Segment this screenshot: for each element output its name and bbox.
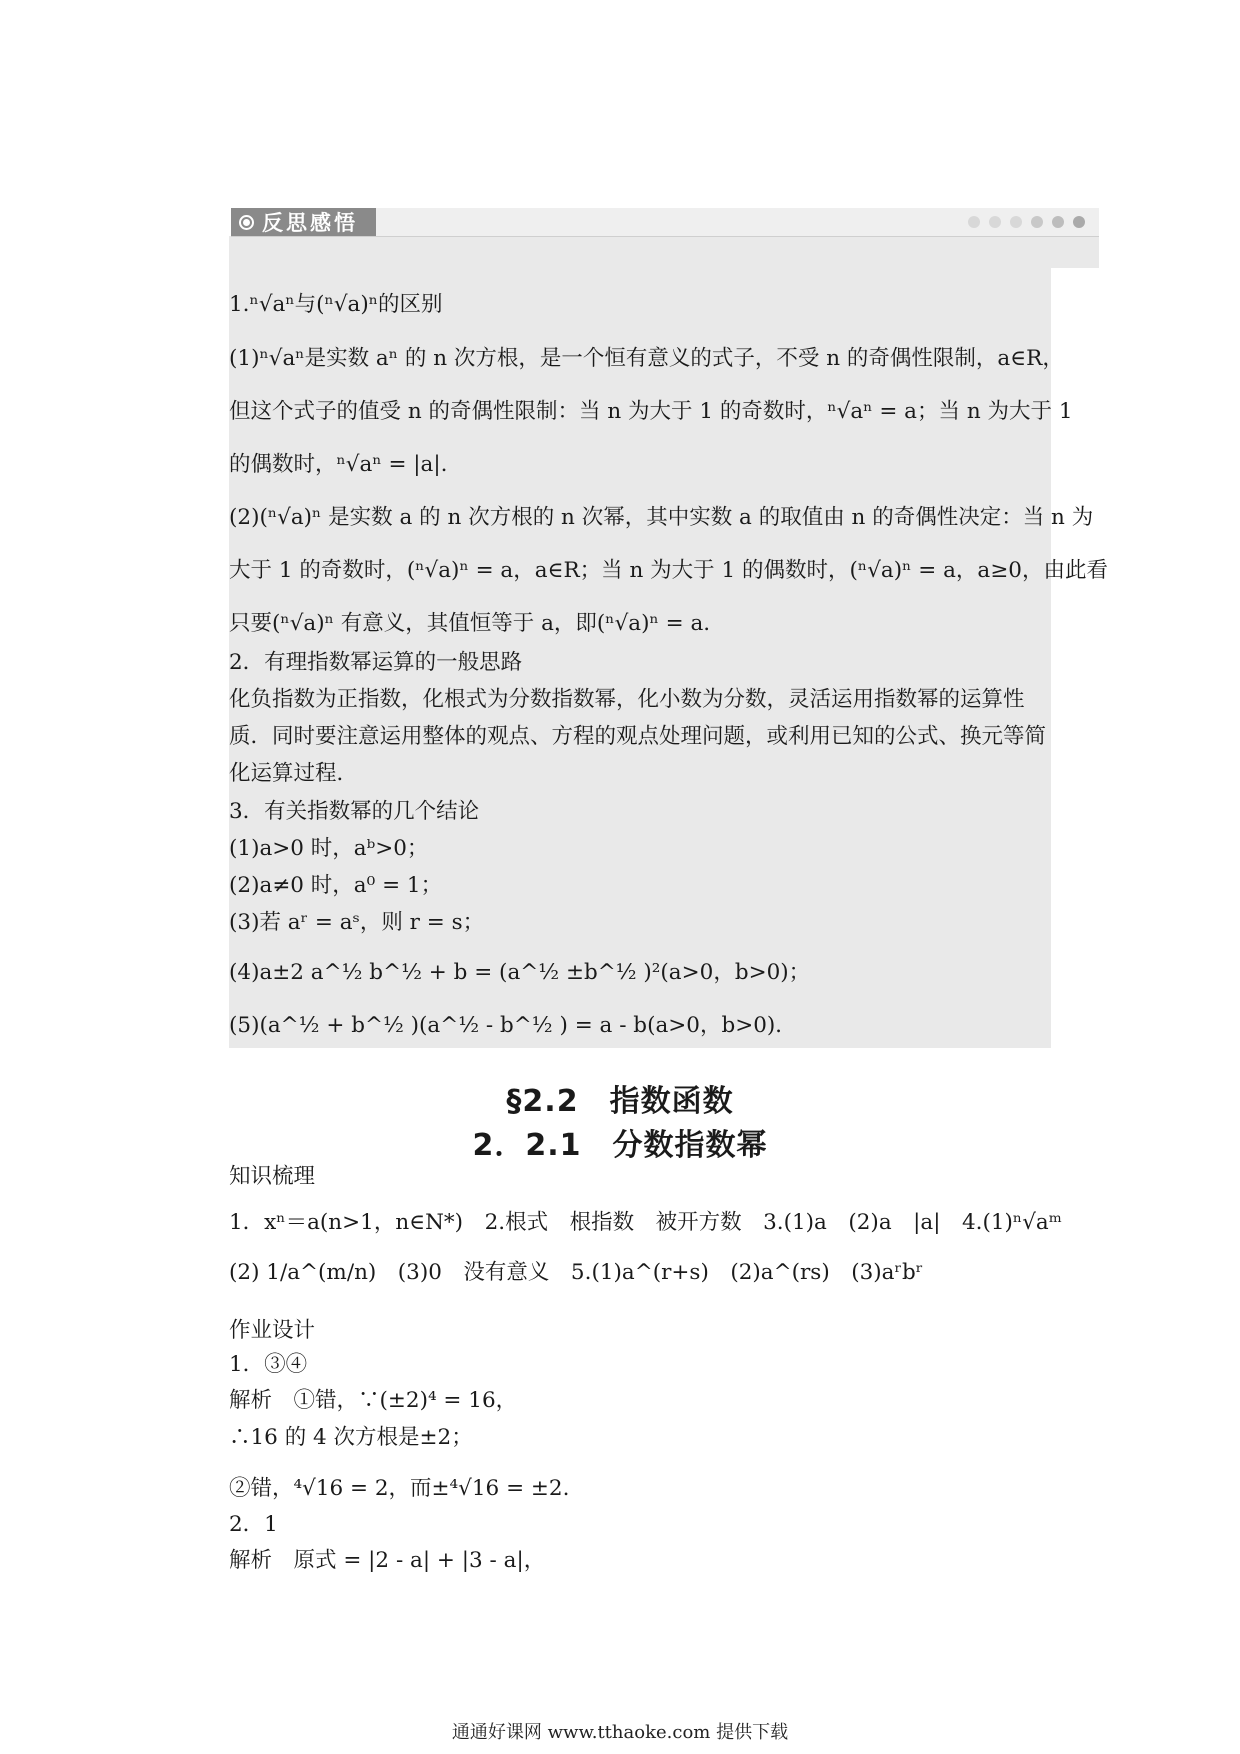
- reflection-line: (3)若 aʳ = aˢ，则 r = s；: [229, 910, 485, 935]
- reflection-line: 但这个式子的值受 n 的奇偶性限制：当 n 为大于 1 的奇数时，ⁿ√aⁿ = a；当 n 为大于 1: [229, 399, 1073, 424]
- body-line: 解析 ①错，∵(±2)⁴ = 16，: [229, 1388, 518, 1413]
- target-bullet-icon: [239, 215, 254, 230]
- body-line: ②错，⁴√16 = 2，而±⁴√16 = ±2.: [229, 1476, 570, 1501]
- reflection-line: 3．有关指数幂的几个结论: [229, 799, 480, 824]
- reflection-line: (2)a≠0 时，a⁰ = 1；: [229, 873, 443, 898]
- body-line: (2) 1/a^(m/n) (3)0 没有意义 5.(1)a^(r+s) (2)a^(rs) (3)aʳbʳ: [229, 1260, 924, 1285]
- reflection-line: 的偶数时，ⁿ√aⁿ = |a|.: [229, 452, 448, 477]
- reflection-line: 化负指数为正指数，化根式为分数指数幂，化小数为分数，灵活运用指数幂的运算性: [229, 687, 1025, 712]
- footer-text: 通通好课网 www.tthaoke.com 提供下载: [451, 1722, 789, 1743]
- reflection-line: 质．同时要注意运用整体的观点、方程的观点处理问题，或利用已知的公式、换元等简: [229, 724, 1047, 749]
- body-line: 知识梳理: [229, 1164, 316, 1189]
- body-line: 1．③④: [229, 1352, 308, 1377]
- body-line: 作业设计: [229, 1318, 316, 1343]
- body-line: ∴16 的 4 次方根是±2；: [229, 1425, 473, 1450]
- body-line: 1．xⁿ＝a(n>1，n∈N*) 2.根式 根指数 被开方数 3.(1)a (2)a |a| 4.(1)ⁿ√aᵐ: [229, 1210, 1062, 1235]
- subsection-heading: 2．2.1 分数指数幂: [472, 1128, 768, 1163]
- reflection-line: 化运算过程．: [229, 761, 359, 786]
- reflection-tab: [231, 208, 376, 236]
- reflection-line: 2．有理指数幂运算的一般思路: [229, 650, 523, 675]
- dot-icon: [1052, 216, 1064, 228]
- reflection-line: 大于 1 的奇数时，(ⁿ√a)ⁿ = a，a∈R；当 n 为大于 1 的偶数时，(ⁿ√a)ⁿ = a，a≥0，由此看: [229, 558, 1108, 583]
- reflection-line: (4)a±2 a^½ b^½ + b = (a^½ ±b^½ )²(a>0，b>0)；: [229, 960, 811, 985]
- dot-icon: [989, 216, 1001, 228]
- reflection-line: (1)a>0 时，aᵇ>0；: [229, 836, 429, 861]
- dot-icon: [1010, 216, 1022, 228]
- dot-icon: [1073, 216, 1085, 228]
- reflection-line: 只要(ⁿ√a)ⁿ 有意义，其值恒等于 a，即(ⁿ√a)ⁿ = a.: [229, 611, 711, 636]
- dot-icon: [968, 216, 980, 228]
- reflection-line: (1)ⁿ√aⁿ是实数 aⁿ 的 n 次方根，是一个恒有意义的式子，不受 n 的奇偶性限制，a∈R，: [229, 346, 1064, 371]
- body-line: 解析 原式 = |2 - a| + |3 - a|，: [229, 1548, 546, 1573]
- reflection-header-bar: [231, 208, 1099, 237]
- reflection-line: (2)(ⁿ√a)ⁿ 是实数 a 的 n 次方根的 n 次幂，其中实数 a 的取值由 n 的奇偶性决定：当 n 为: [229, 505, 1094, 530]
- reflection-line: (5)(a^½ + b^½ )(a^½ - b^½ ) = a - b(a>0，b>0)．: [229, 1013, 797, 1038]
- reflection-title: 反思感悟: [262, 211, 358, 235]
- decorative-dots: [968, 216, 1085, 228]
- section-heading: §2.2 指数函数: [506, 1084, 734, 1119]
- dot-icon: [1031, 216, 1043, 228]
- reflection-box-corner: [1051, 236, 1099, 268]
- reflection-line: 1.ⁿ√aⁿ与(ⁿ√a)ⁿ的区别: [229, 292, 443, 317]
- body-line: 2．1: [229, 1512, 278, 1537]
